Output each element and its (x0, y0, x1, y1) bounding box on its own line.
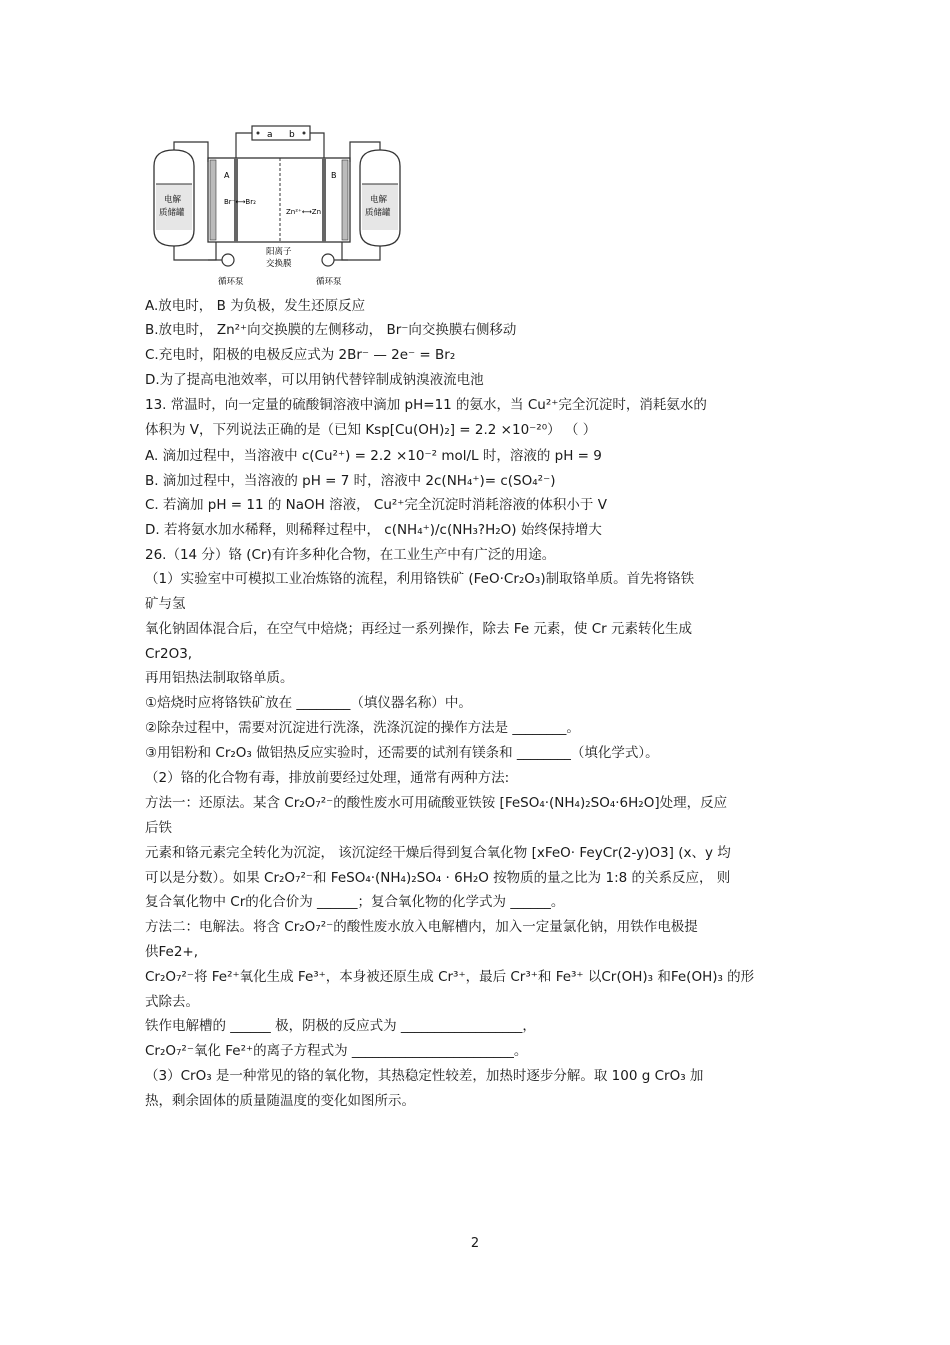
question-13-line-2: 体积为 V，下列说法正确的是（已知 Ksp[Cu(OH)₂] = 2.2 ×10⁻²⁰） （ ） (145, 422, 597, 438)
membrane-label-1: 阳离子 (266, 247, 292, 257)
meter-a-label: a (267, 130, 273, 140)
method2-line-4: 式除去。 (145, 994, 199, 1010)
left-pump-icon (222, 254, 234, 266)
method2-line-2: 供Fe2+, (145, 944, 199, 960)
q13-option-a: A. 滴加过程中，当溶液中 c(Cu²⁺) = 2.2 ×10⁻² mol/L 时，溶液的 pH = 9 (145, 448, 602, 464)
q26-part2-heading: （2）铬的化合物有毒，排放前要经过处理，通常有两种方法: (145, 770, 510, 786)
option-a-line: A.放电时， B 为负极，发生还原反应 (145, 298, 366, 314)
meter-b-label: b (289, 130, 295, 140)
q26-part1-line-5: 再用铝热法制取铬单质。 (145, 670, 294, 686)
right-tank-label-1: 电解 (370, 195, 388, 205)
q13-option-c: C. 若滴加 pH = 11 的 NaOH 溶液， Cu²⁺完全沉淀时消耗溶液的体积小于 V (145, 497, 607, 513)
method1-line-1: 方法一：还原法。某含 Cr₂O₇²⁻的酸性废水可用硫酸亚铁铵 [FeSO₄·(NH₄)₂SO₄·6H₂O]处理，反应 (145, 795, 728, 811)
right-half-reaction: Zn²⁺⟷Zn (286, 208, 321, 216)
method1-line-5: 复合氧化物中 Cr的化合价为 ______；复合氧化物的化学式为 ______。 (145, 894, 565, 910)
q26-sub2: ②除杂过程中，需要对沉淀进行洗涤，洗涤沉淀的操作方法是 ________。 (145, 720, 580, 736)
question-26-heading: 26.（14 分）铬 (Cr)有许多种化合物，在工业生产中有广泛的用途。 (145, 547, 556, 563)
ammeter (252, 126, 310, 140)
q26-part1-line-2: 矿与氢 (145, 596, 186, 612)
method1-line-4: 可以是分数）。如果 Cr₂O₇²⁻和 FeSO₄·(NH₄)₂SO₄ · 6H₂O 按物质的量之比为 1:8 的关系反应， 则 (145, 870, 731, 886)
method2-line-6: Cr₂O₇²⁻氧化 Fe²⁺的离子方程式为 ________________________。 (145, 1043, 528, 1059)
method2-line-5: 铁作电解槽的 ______ 极，阴极的反应式为 __________________， (145, 1018, 536, 1034)
flow-battery-diagram (148, 122, 406, 294)
question-13-line-1: 13. 常温时，向一定量的硫酸铜溶液中滴加 pH=11 的氨水，当 Cu²⁺完全沉淀时，消耗氨水的 (145, 397, 707, 413)
option-d-line: D.为了提高电池效率，可以用钠代替锌制成钠溴液流电池 (145, 372, 484, 388)
q26-sub3: ③用铝粉和 Cr₂O₃ 做铝热反应实验时，还需要的试剂有镁条和 ________（填化学式）。 (145, 745, 659, 761)
left-pump-label: 循环泵 (218, 277, 244, 287)
q13-option-d: D. 若将氨水加水稀释，则稀释过程中， c(NH₄⁺)/c(NH₃?H₂O) 始终保持增大 (145, 522, 602, 538)
left-tank-label-2: 质储罐 (159, 208, 185, 218)
option-c-line: C.充电时，阳极的电极反应式为 2Br⁻ — 2e⁻ = Br₂ (145, 347, 456, 363)
page-number: 2 (470, 1236, 480, 1251)
right-pump-icon (322, 254, 334, 266)
left-tank-label-1: 电解 (164, 195, 182, 205)
left-electrolyte-tank (154, 150, 194, 246)
method1-line-2: 后铁 (145, 820, 172, 836)
method2-line-3: Cr₂O₇²⁻将 Fe²⁺氧化生成 Fe³⁺，本身被还原生成 Cr³⁺，最后 Cr³⁺和 Fe³⁺ 以Cr(OH)₃ 和Fe(OH)₃ 的形 (145, 969, 755, 985)
q13-option-b: B. 滴加过程中，当溶液的 pH = 7 时，溶液中 2c(NH₄⁺)= c(SO₄²⁻) (145, 473, 556, 489)
q26-part3-line-2: 热，剩余固体的质量随温度的变化如图所示。 (145, 1093, 415, 1109)
right-electrolyte-tank (360, 150, 400, 246)
q26-sub1: ①焙烧时应将铬铁矿放在 ________（填仪器名称）中。 (145, 695, 472, 711)
left-half-reaction: Br⁻⟷Br₂ (224, 198, 256, 206)
q26-part3-line-1: （3）CrO₃ 是一种常见的铬的氧化物，其热稳定性较差，加热时逐步分解。取 100 g CrO₃ 加 (145, 1068, 704, 1084)
electrode-a-label: A (224, 171, 230, 180)
q26-part1-line-4: Cr2O3, (145, 646, 193, 662)
right-tank-label-2: 质储罐 (365, 208, 391, 218)
electrode-b-label: B (331, 171, 337, 180)
right-pump-label: 循环泵 (316, 277, 342, 287)
q26-part1-line-3: 氧化钠固体混合后，在空气中焙烧；再经过一系列操作，除去 Fe 元素，使 Cr 元素转化生成 (145, 621, 692, 637)
membrane-label-2: 交换膜 (266, 259, 292, 269)
electrolytic-cell (208, 158, 350, 242)
method2-line-1: 方法二：电解法。将含 Cr₂O₇²⁻的酸性废水放入电解槽内，加入一定量氯化钠，用铁作电极提 (145, 919, 698, 935)
q26-part1-line-1: （1）实验室中可模拟工业冶炼铬的流程，利用铬铁矿 (FeO·Cr₂O₃)制取铬单质。首先将铬铁 (145, 571, 695, 587)
option-b-line: B.放电时， Zn²⁺向交换膜的左侧移动， Br⁻向交换膜右侧移动 (145, 322, 517, 338)
method1-line-3: 元素和铬元素完全转化为沉淀， 该沉淀经干燥后得到复合氧化物 [xFeO· FeyCr(2-y)O3] (x、y 均 (145, 845, 731, 861)
